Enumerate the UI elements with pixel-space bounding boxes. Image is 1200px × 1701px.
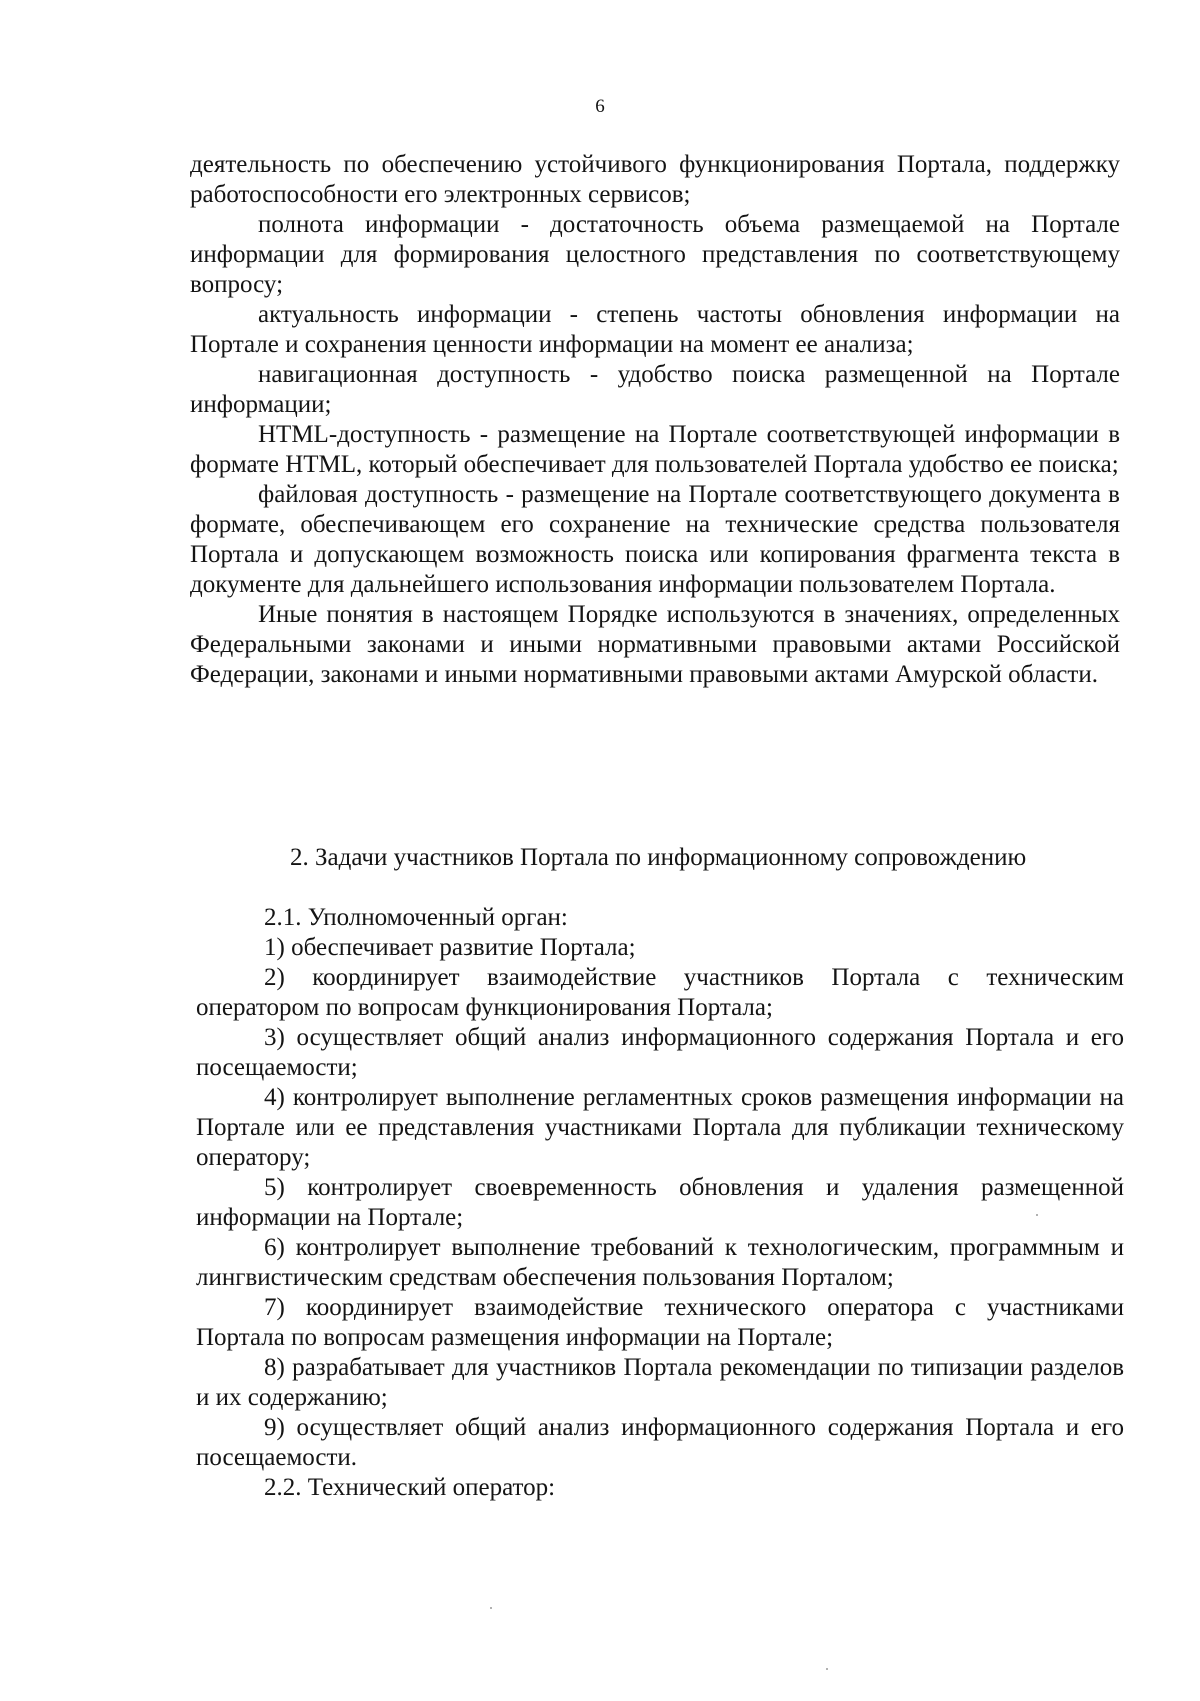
list-item: 8) разрабатывает для участников Портала рекомендации по типизации разделов и их содержанию; <box>196 1354 1124 1411</box>
list-item: 6) контролирует выполнение требований к технологическим, программным и лингвистическим средствам обеспечения пользования Порталом; <box>196 1234 1124 1291</box>
list-item: 1) обеспечивает развитие Портала; <box>264 934 636 961</box>
scan-speck <box>490 1607 492 1609</box>
list-item: 3) осуществляет общий анализ информационного содержания Портала и его посещаемости; <box>196 1024 1124 1081</box>
paragraph: файловая доступность - размещение на Портале соответствующего документа в формате, обеспечивающем его сохранение на технические средства пользователя Портала и допускающем возможность поиска или копирования фрагмента текста в документе для дальнейшего использования информации пользователем Портала. <box>190 481 1120 598</box>
paragraph: Иные понятия в настоящем Порядке используются в значениях, определенных Федеральными законами и иными нормативными правовыми актами Российской Федерации, законами и иными нормативными правовыми актами Амурской области. <box>190 601 1120 688</box>
definitions-section <box>190 150 1120 690</box>
list-item: 4) контролирует выполнение регламентных сроков размещения информации на Портале или ее представления участниками Портала для публикации техническому оператору; <box>196 1084 1124 1171</box>
paragraph: навигационная доступность - удобство поиска размещенной на Портале информации; <box>190 361 1120 418</box>
scan-speck <box>826 1668 828 1670</box>
paragraph: 2.2. Технический оператор: <box>264 1474 556 1501</box>
list-item: 7) координирует взаимодействие технического оператора с участниками Портала по вопросам размещения информации на Портале; <box>196 1294 1124 1351</box>
list-item: 5) контролирует своевременность обновления и удаления размещенной информации на Портале; <box>196 1174 1124 1231</box>
paragraph: актуальность информации - степень частоты обновления информации на Портале и сохранения ценности информации на момент ее анализа; <box>190 301 1120 358</box>
paragraph: 2.1. Уполномоченный орган: <box>264 904 568 931</box>
page-number: 6 <box>595 96 605 117</box>
list-item: 2) координирует взаимодействие участников Портала с техническим оператором по вопросам функционирования Портала; <box>196 964 1124 1021</box>
paragraph: деятельность по обеспечению устойчивого функционирования Портала, поддержку работоспособности его электронных сервисов; <box>190 151 1120 208</box>
paragraph: HTML-доступность - размещение на Портале соответствующей информации в формате HTML, который обеспечивает для пользователей Портала удобство ее поиска; <box>190 421 1120 478</box>
scan-speck <box>1036 1214 1038 1216</box>
paragraph: полнота информации - достаточность объема размещаемой на Портале информации для формирования целостного представления по соответствующему вопросу; <box>190 211 1120 298</box>
section-heading: 2. Задачи участников Портала по информационному сопровождению <box>290 844 1027 871</box>
list-item: 9) осуществляет общий анализ информационного содержания Портала и его посещаемости. <box>196 1414 1124 1471</box>
tasks-section <box>196 903 1124 1503</box>
